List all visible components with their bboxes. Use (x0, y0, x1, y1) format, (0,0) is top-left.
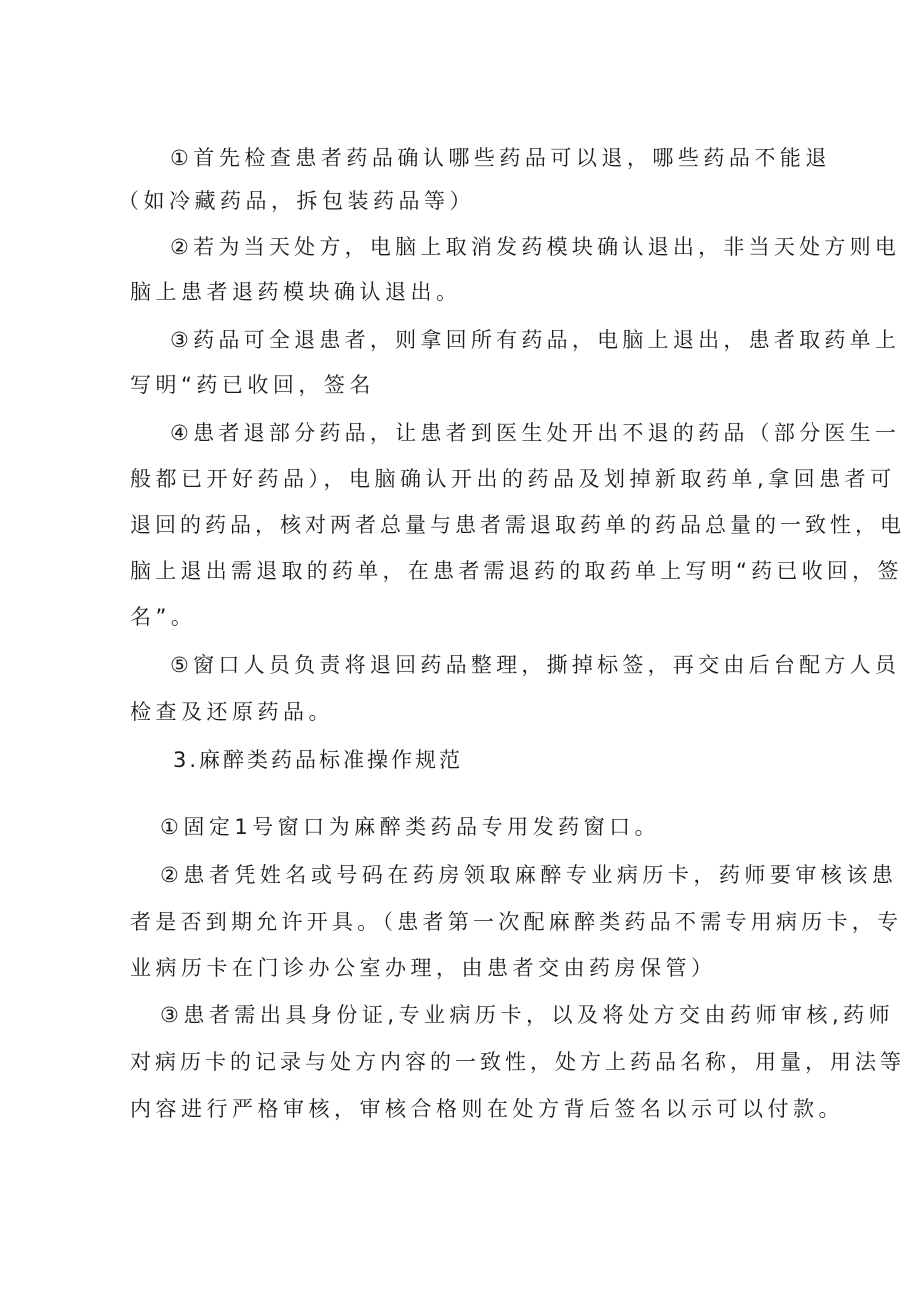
item-1-line-2: （如冷藏药品，拆包装药品等） (118, 189, 475, 213)
section-item-2-line-1: ②患者凭姓名或号码在药房领取麻醉专业病历卡，药师要审核该患 (160, 863, 898, 887)
section-item-1-line-1: ①固定1号窗口为麻醉类药品专用发药窗口。 (160, 815, 661, 839)
item-4-line-5: 名”。 (130, 605, 197, 629)
item-4-line-1: ④患者退部分药品，让患者到医生处开出不退的药品（部分医生一 (170, 421, 901, 445)
section-heading: 3.麻醉类药品标准操作规范 (173, 748, 464, 772)
item-3-line-2: 写明“药已收回，签名 (130, 373, 375, 397)
section-item-2-line-3: 业病历卡在门诊办公室办理，由患者交由药房保管） (130, 956, 717, 980)
section-item-3-line-2: 对病历卡的记录与处方内容的一致性，处方上药品名称，用量，用法等 (130, 1050, 905, 1074)
item-2-line-2: 脑上患者退药模块确认退出。 (130, 280, 462, 304)
section-item-3-line-1: ③患者需出具身份证,专业病历卡，以及将处方交由药师审核,药师 (160, 1003, 895, 1027)
item-4-line-2: 般都已开好药品），电脑确认开出的药品及划掉新取药单,拿回患者可 (130, 467, 896, 491)
section-item-2-line-2: 者是否到期允许开具。（患者第一次配麻醉类药品不需专用病历卡，专 (130, 910, 903, 934)
item-5-line-2: 检查及还原药品。 (130, 700, 334, 724)
item-2-line-1: ②若为当天处方，电脑上取消发药模块确认退出，非当天处方则电 (170, 235, 901, 259)
item-4-line-3: 退回的药品，核对两者总量与患者需退取药单的药品总量的一致性，电 (130, 513, 905, 537)
section-item-3-line-3: 内容进行严格审核，审核合格则在处方背后签名以示可以付款。 (130, 1097, 844, 1121)
item-1-line-1: ①首先检查患者药品确认哪些药品可以退，哪些药品不能退 (170, 146, 831, 170)
item-4-line-4: 脑上退出需退取的药单，在患者需退药的取药单上写明“药已收回，签 (130, 559, 903, 583)
item-3-line-1: ③药品可全退患者，则拿回所有药品，电脑上退出，患者取药单上 (170, 328, 901, 352)
item-5-line-1: ⑤窗口人员负责将退回药品整理，撕掉标签，再交由后台配方人员 (170, 653, 901, 677)
